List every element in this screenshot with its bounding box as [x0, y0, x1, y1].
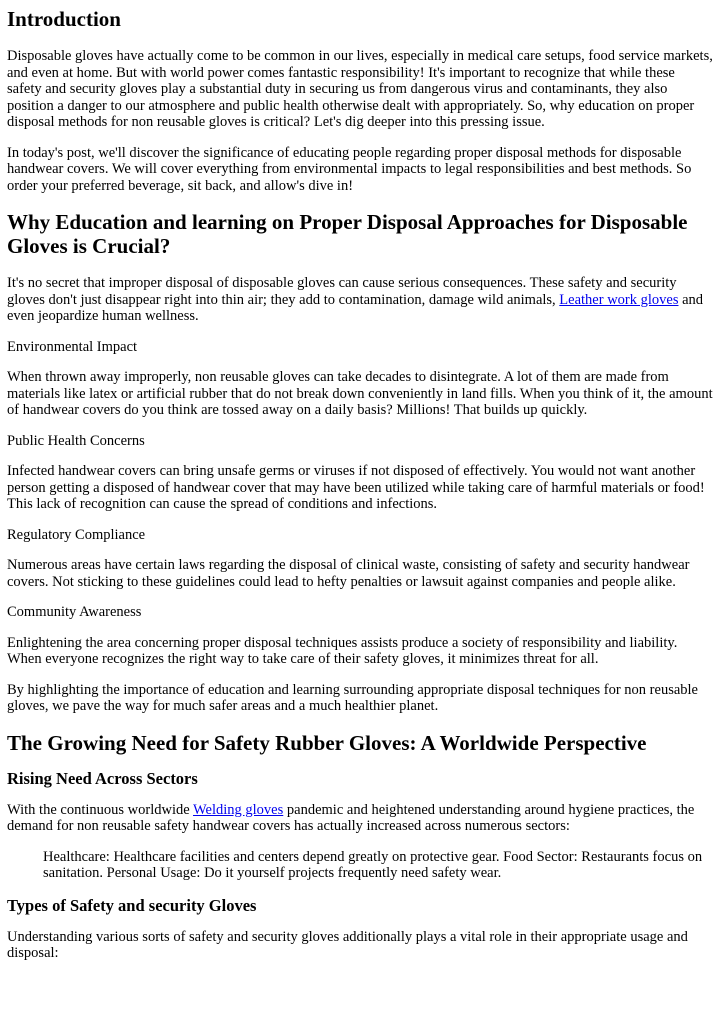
why-heading: Why Education and learning on Proper Disposal Approaches for Disposable Gloves is Crucial? — [7, 210, 688, 258]
leather-work-gloves-link[interactable]: Leather work gloves — [559, 291, 679, 308]
types-subheading: Types of Safety and security Gloves — [7, 895, 257, 915]
intro-paragraph-2: In today's post, we'll discover the significance of educating people regarding proper disposal methods for disposable handwear covers. We will cover everything from environmental impacts to legal responsibilities and best methods. So order your preferred beverage, sit back, and allow's dive in! — [7, 144, 692, 194]
growing-paragraph-1 — [7, 802, 713, 835]
public-health-label: Public Health Concerns — [7, 432, 145, 449]
regulatory-compliance-label: Regulatory Compliance — [7, 526, 146, 543]
why-paragraph-1-text-a: It's no secret that improper disposal of disposable gloves can cause serious consequences. These safety and security gloves don't just disappear right into thin air; they add to contamination, damage wild animals, — [7, 275, 677, 308]
article — [0, 7, 713, 962]
types-paragraph: Understanding various sorts of safety and security gloves additionally plays a vital role in their appropriate usage and disposal: — [7, 928, 688, 961]
intro-paragraph-1: Disposable gloves have actually come to be common in our lives, especially in medical care setups, food service markets, and even at home. But with world power comes fantastic responsibility! It's important to recognize that while these safety and security gloves play a substantial duty in securing us from dangerous virus and contaminants, they also position a danger to our atmosphere and public health otherwise dealt with appropriately. So, why education on proper disposal methods for non reusable gloves is critical? Let's dig deeper into this pressing issue. — [7, 48, 713, 130]
environmental-impact-text: When thrown away improperly, non reusable gloves can take decades to disintegrate. A lot of them are made from materials like latex or artificial rubber that do not break down conveniently in land fills. When you think of it, the amount of handwear covers do you think are tossed away on a daily basis? Millions! That builds up quickly. — [7, 369, 713, 418]
community-awareness-text: Enlightening the area concerning proper disposal techniques assists produce a society of responsibility and liability. When everyone recognizes the right way to take care of their safety gloves, it minimizes threat for all. — [7, 634, 678, 667]
environmental-impact-label: Environmental Impact — [7, 338, 138, 355]
regulatory-compliance-text: Numerous areas have certain laws regarding the disposal of clinical waste, consisting of safety and security handwear covers. Not sticking to these guidelines could lead to hefty penalties or lawsuit against companies and people alike. — [7, 557, 690, 590]
rising-need-subheading: Rising Need Across Sectors — [7, 768, 198, 788]
growing-paragraph-1-text-b: pandemic and heightened understanding around hygiene practices, the demand for non reusable safety handwear covers has actually increased across numerous sectors: — [7, 801, 695, 834]
why-paragraph-1-text-b: and even jeopardize human wellness. — [7, 291, 704, 324]
why-closing-paragraph: By highlighting the importance of education and learning surrounding appropriate disposal techniques for non reusable gloves, we pave the way for much safer areas and a much healthier planet. — [7, 681, 698, 714]
welding-gloves-link[interactable]: Welding gloves — [193, 801, 284, 818]
growing-paragraph-1-text-a: With the continuous worldwide — [7, 801, 194, 818]
why-paragraph-1 — [7, 275, 713, 325]
sectors-quote: Healthcare: Healthcare facilities and centers depend greatly on protective gear. Food Sector: Restaurants focus on sanitation. Personal Usage: Do it yourself projects frequently need safety wear. — [43, 848, 703, 881]
intro-heading: Introduction — [7, 7, 121, 31]
growing-need-heading: The Growing Need for Safety Rubber Gloves: A Worldwide Perspective — [7, 730, 647, 755]
community-awareness-label: Community Awareness — [7, 604, 142, 620]
public-health-text: Infected handwear covers can bring unsafe germs or viruses if not disposed of effectively. You would not want another person getting a disposed of handwear cover that may have been utilized while taking care of harmful materials or food! This lack of recognition can cause the spread of conditions and infections. — [7, 463, 705, 512]
